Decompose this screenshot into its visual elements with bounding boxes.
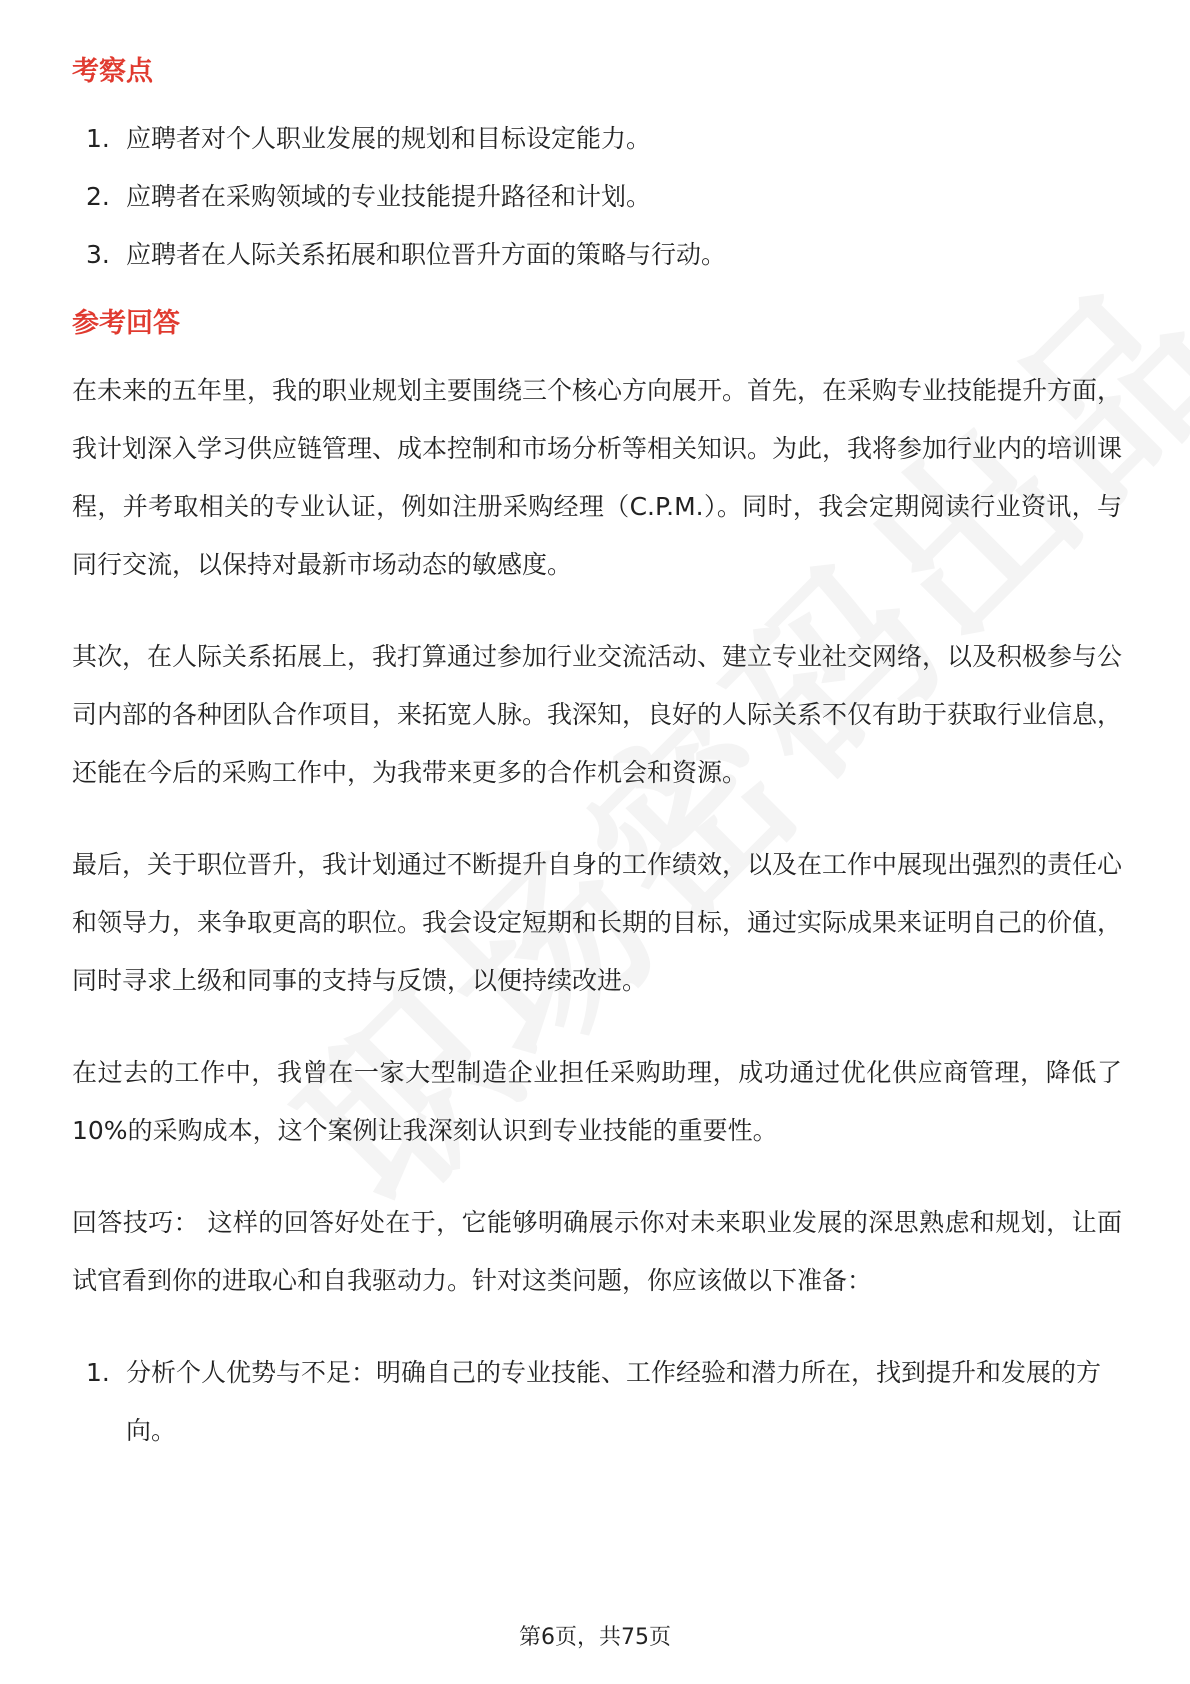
list-item bbox=[86, 168, 1122, 226]
section-title-exam-points: 考察点 bbox=[72, 56, 153, 87]
page-footer: 第6页，共75页 bbox=[519, 1625, 671, 1650]
list-item bbox=[86, 226, 1122, 284]
answer-paragraph-3: 最后，关于职位晋升，我计划通过不断提升自身的工作绩效，以及在工作中展现出强烈的责任心和领导力，来争取更高的职位。我会设定短期和长期的目标，通过实际成果来证明自己的价值，同时寻求上级和同事的支持与反馈，以便持续改进。 bbox=[72, 850, 1123, 995]
list-item-text: 应聘者对个人职业发展的规划和目标设定能力。 bbox=[126, 124, 652, 153]
answer-paragraph-2: 其次，在人际关系拓展上，我打算通过参加行业交流活动、建立专业社交网络，以及积极参与公司内部的各种团队合作项目，来拓宽人脉。我深知，良好的人际关系不仅有助于获取行业信息，还能在今后的采购工作中，为我带来更多的合作机会和资源。 bbox=[72, 642, 1123, 787]
tips-list bbox=[72, 1344, 1122, 1460]
list-item-number: 1. bbox=[86, 1358, 110, 1387]
section-title-reference-answer: 参考回答 bbox=[72, 308, 180, 339]
list-item-number: 1. bbox=[86, 124, 110, 153]
answer-paragraph-4: 在过去的工作中，我曾在一家大型制造企业担任采购助理，成功通过优化供应商管理，降低了10%的采购成本，这个案例让我深刻认识到专业技能的重要性。 bbox=[72, 1058, 1122, 1145]
list-item-number: 2. bbox=[86, 182, 110, 211]
exam-points-list bbox=[72, 110, 1122, 284]
answer-tips-paragraph: 回答技巧： 这样的回答好处在于，它能够明确展示你对未来职业发展的深思熟虑和规划，让面试官看到你的进取心和自我驱动力。针对这类问题，你应该做以下准备： bbox=[72, 1208, 1122, 1295]
list-item-text: 应聘者在人际关系拓展和职位晋升方面的策略与行动。 bbox=[126, 240, 727, 269]
list-item-text: 应聘者在采购领域的专业技能提升路径和计划。 bbox=[126, 182, 652, 211]
list-item bbox=[86, 1344, 1122, 1460]
list-item-number: 3. bbox=[86, 240, 110, 269]
list-item-text: 分析个人优势与不足：明确自己的专业技能、工作经验和潜力所在，找到提升和发展的方向。 bbox=[126, 1358, 1102, 1445]
list-item bbox=[86, 110, 1122, 168]
document-page bbox=[72, 48, 1122, 1460]
answer-paragraph-1: 在未来的五年里，我的职业规划主要围绕三个核心方向展开。首先，在采购专业技能提升方面，我计划深入学习供应链管理、成本控制和市场分析等相关知识。为此，我将参加行业内的培训课程，并考取相关的专业认证，例如注册采购经理（C.P.M.）。同时，我会定期阅读行业资讯，与同行交流，以保持对最新市场动态的敏感度。 bbox=[72, 376, 1123, 579]
